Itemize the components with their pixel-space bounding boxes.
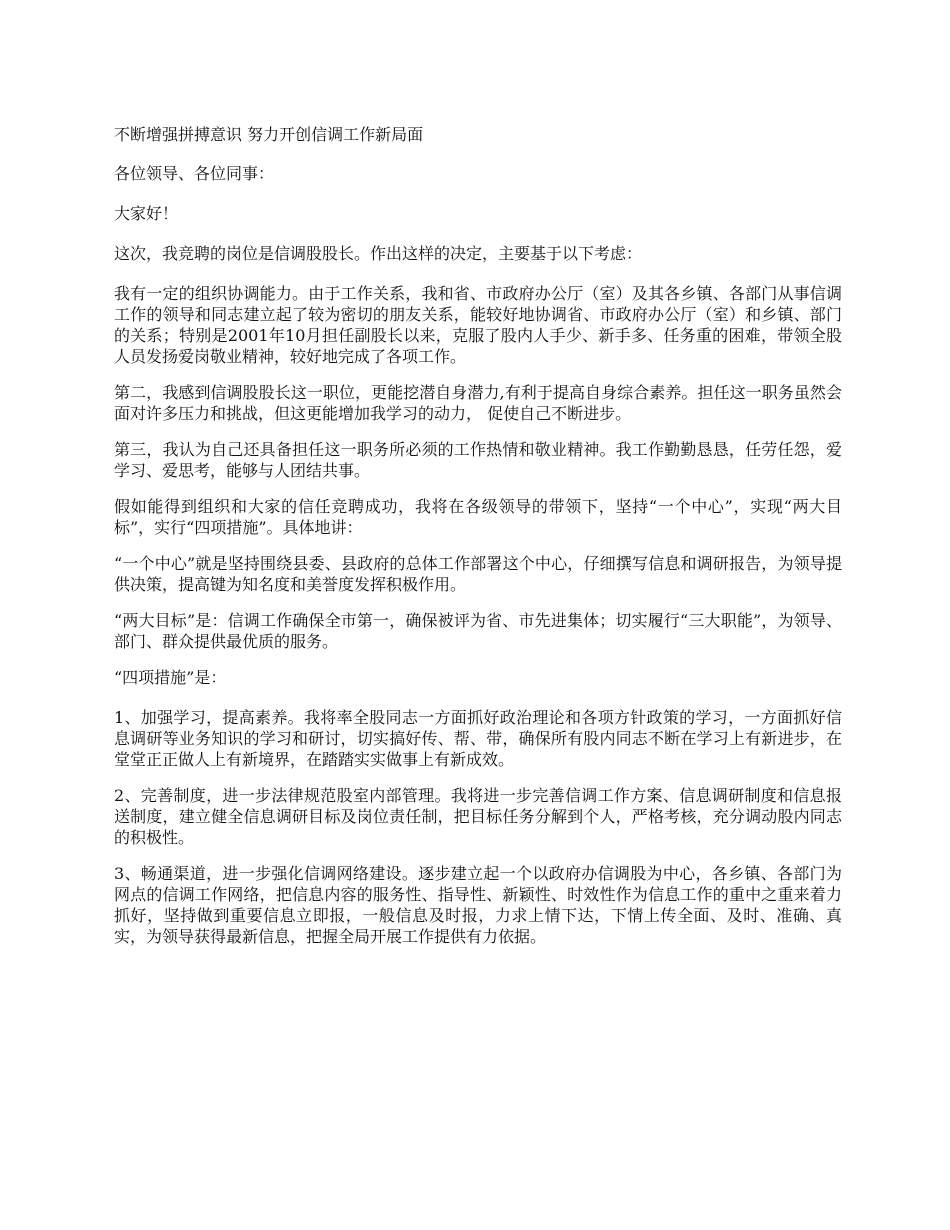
greeting: 大家好！ (114, 204, 179, 223)
paragraph-second-reason: 第二，我感到信调股股长这一职位，更能挖潜自身潜力,有利于提高自身综合素养。担任这一职务虽然会面对许多压力和挑战，但这更能增加我学习的动力， 促使自己不断进步。 (114, 383, 842, 423)
document-body (114, 124, 842, 962)
paragraph-measure-3: 3、畅通渠道，进一步强化信调网络建设。逐步建立起一个以政府办信调股为中心，各乡镇、各部门为网点的信调工作网络，把信息内容的服务性、指导性、新颖性、时效性作为信息工作的重中之重来着力抓好，坚持做到重要信息立即报，一般信息及时报，力求上情下达，下情上传全面、及时、准确、真实，为领导获得最新信息，把握全局开展工作提供有力依据。 (114, 864, 842, 946)
paragraph-two-goals: “两大目标”是：信调工作确保全市第一，确保被评为省、市先进集体；切实履行“三大职能”，为领导、部门、群众提供最优质的服务。 (114, 611, 842, 651)
paragraph-four-measures-heading: “四项措施”是： (114, 668, 227, 687)
paragraph-plan: 假如能得到组织和大家的信任竞聘成功，我将在各级领导的带领下，坚持“一个中心”，实现“两大目标”，实行“四项措施”。具体地讲： (114, 497, 842, 537)
paragraph-measure-2: 2、完善制度，进一步法律规范股室内部管理。我将进一步完善信调工作方案、信息调研制度和信息报送制度，建立健全信息调研目标及岗位责任制，把目标任务分解到个人，严格考核，充分调动股内同志的积极性。 (114, 786, 842, 847)
salutation: 各位领导、各位同事： (114, 164, 275, 183)
document-title: 不断增强拼搏意识 努力开创信调工作新局面 (114, 125, 424, 144)
paragraph-one-center: “一个中心”就是坚持围绕县委、县政府的总体工作部署这个中心，仔细撰写信息和调研报告，为领导提供决策，提高键为知名度和美誉度发挥积极作用。 (114, 554, 842, 594)
paragraph-measure-1: 1、加强学习，提高素养。我将率全股同志一方面抓好政治理论和各项方针政策的学习，一方面抓好信息调研等业务知识的学习和研讨，切实搞好传、帮、带，确保所有股内同志不断在学习上有新进步，在堂堂正正做人上有新境界，在踏踏实实做事上有新成效。 (114, 708, 842, 769)
paragraph-first-reason: 我有一定的组织协调能力。由于工作关系，我和省、市政府办公厅（室）及其各乡镇、各部门从事信调工作的领导和同志建立起了较为密切的朋友关系，能较好地协调省、市政府办公厅（室）和乡镇、部门的关系；特别是2001年10月担任副股长以来，克服了股内人手少、新手多、任务重的困难，带领全股人员发扬爱岗敬业精神，较好地完成了各项工作。 (114, 284, 842, 366)
paragraph-third-reason: 第三，我认为自己还具备担任这一职务所必须的工作热情和敬业精神。我工作勤勤恳恳，任劳任怨，爱学习、爱思考，能够与人团结共事。 (114, 440, 842, 480)
paragraph-intro: 这次，我竞聘的岗位是信调股股长。作出这样的决定，主要基于以下考虑： (114, 244, 643, 263)
